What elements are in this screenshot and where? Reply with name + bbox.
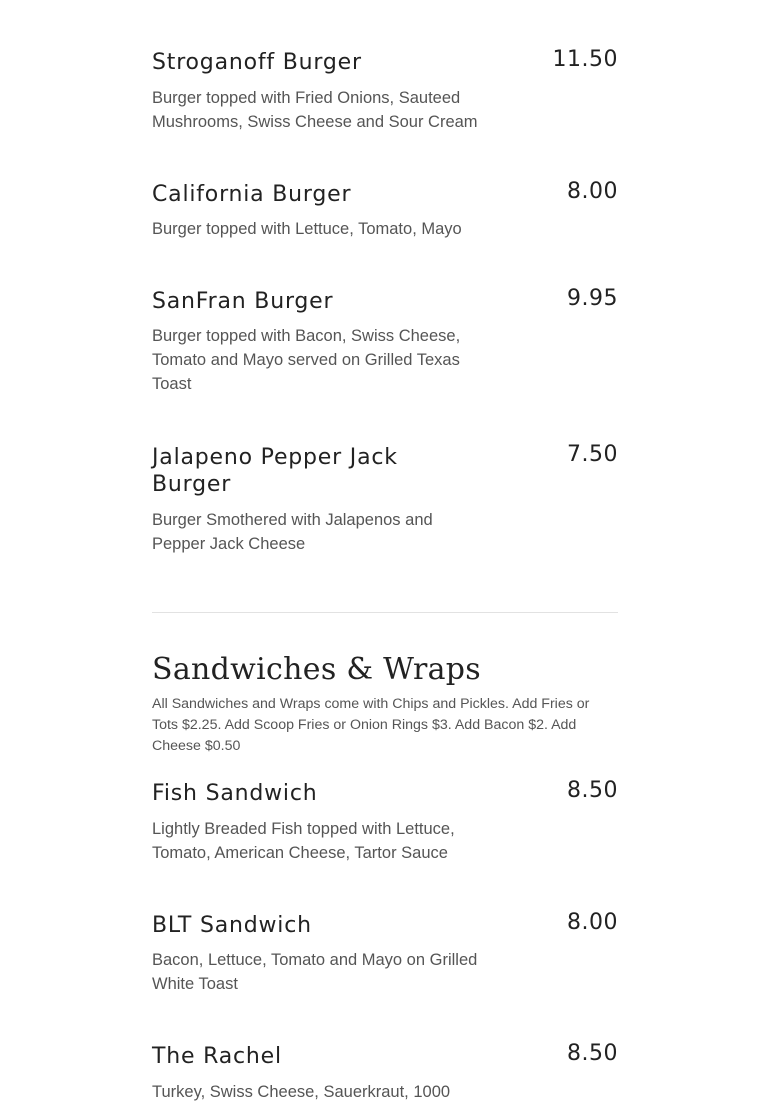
- item-price: 8.50: [567, 778, 618, 803]
- item-name: California Burger: [152, 182, 352, 207]
- item-description: Bacon, Lettuce, Tomato and Mayo on Grilled White Toast: [152, 951, 478, 993]
- item-name: BLT Sandwich: [152, 913, 312, 938]
- item-description: Turkey, Swiss Cheese, Sauerkraut, 1000: [152, 1083, 451, 1101]
- item-description: Burger Smothered with Jalapenos and Pepper Jack Cheese: [152, 511, 433, 553]
- item-price: 8.50: [567, 1041, 618, 1066]
- item-price: 8.00: [567, 910, 618, 935]
- item-price: 9.95: [567, 286, 618, 311]
- item-name: The Rachel: [152, 1044, 282, 1069]
- item-description: Burger topped with Bacon, Swiss Cheese, Tomato and Mayo served on Grilled Texas Toast: [152, 327, 461, 393]
- section-title: Sandwiches & Wraps: [152, 652, 481, 687]
- item-price: 11.50: [552, 47, 618, 72]
- item-price: 8.00: [567, 179, 618, 204]
- item-name: Fish Sandwich: [152, 781, 318, 806]
- item-name: Jalapeno Pepper Jack Burger: [152, 445, 398, 497]
- item-description: Burger topped with Fried Onions, Sauteed Mushrooms, Swiss Cheese and Sour Cream: [152, 89, 478, 131]
- item-name: SanFran Burger: [152, 289, 334, 314]
- item-description: Burger topped with Lettuce, Tomato, Mayo: [152, 220, 462, 238]
- item-description: Lightly Breaded Fish topped with Lettuce, Tomato, American Cheese, Tartor Sauce: [152, 820, 455, 862]
- item-price: 7.50: [567, 442, 618, 467]
- item-name: Stroganoff Burger: [152, 50, 362, 75]
- section-divider: [152, 612, 618, 613]
- section-note: All Sandwiches and Wraps come with Chips and Pickles. Add Fries or Tots $2.25. Add Scoop Fries or Onion Rings $3. Add Bacon $2. Add Cheese $0.50: [152, 696, 590, 754]
